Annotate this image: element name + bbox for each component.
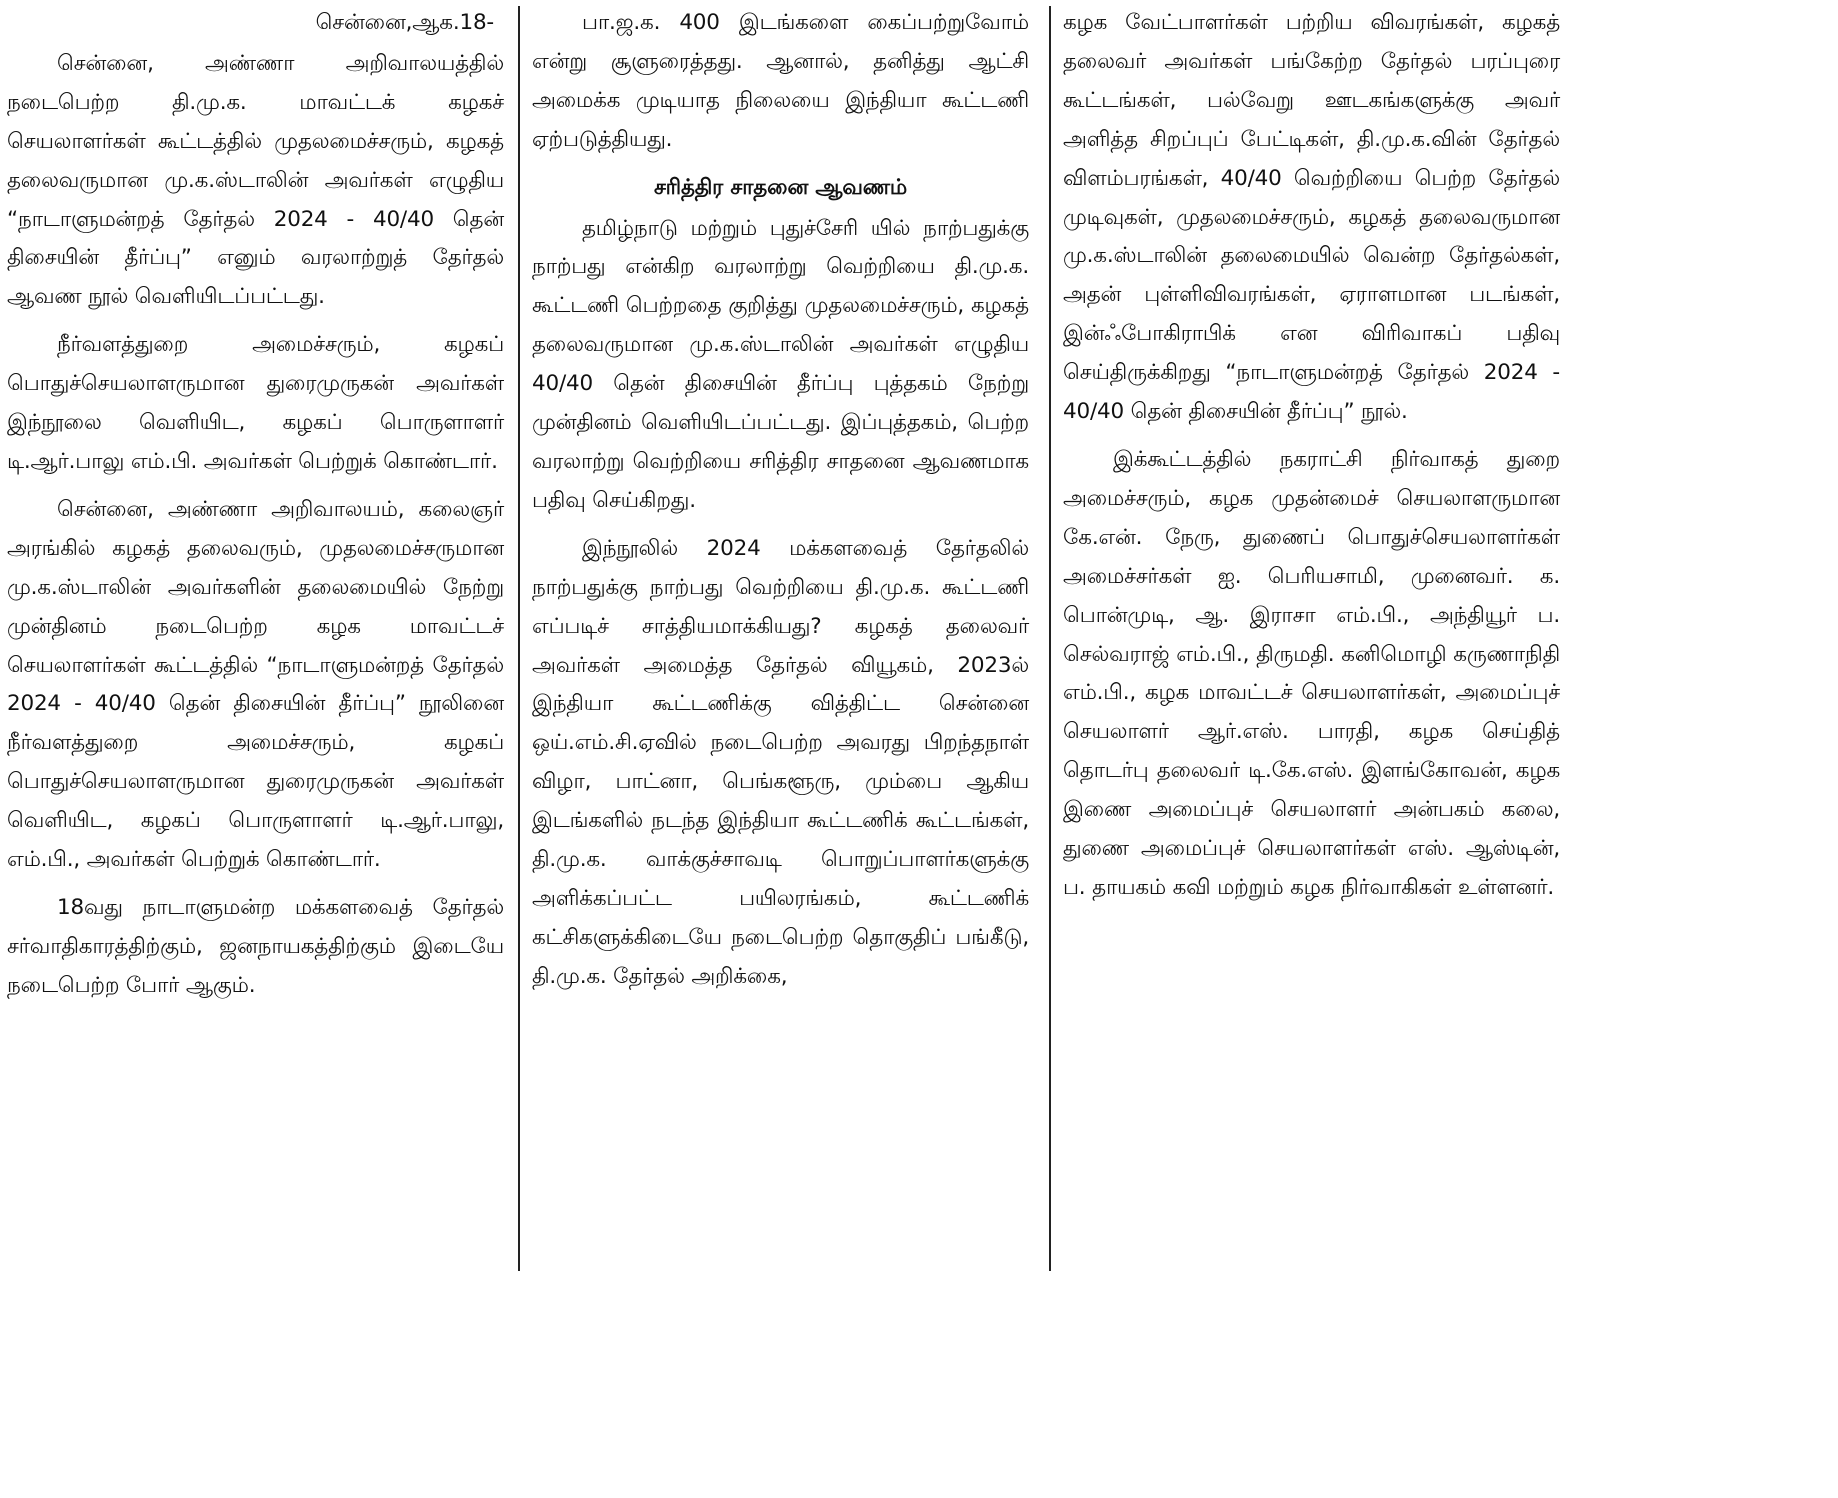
article-column-3 xyxy=(1063,4,1560,917)
paragraph: இக்கூட்டத்தில் நகராட்சி நிர்வாகத் துறை அமைச்சரும், கழக முதன்மைச் செயலாளருமான கே.என். நேரு, துணைப் பொதுச்செயலாளர்கள் அமைச்சர்கள் ஐ. பெரியசாமி, முனைவர். க. பொன்முடி, ஆ. இராசா எம்.பி., அந்தியூர் ப. செல்வராஜ் எம்.பி., திருமதி. கனிமொழி கருணாநிதி எம்.பி., கழக மாவட்டச் செயலாளர்கள், அமைப்புச் செயலாளர் ஆர்.எஸ். பாரதி, கழக செய்தித் தொடர்பு தலைவர் டி.கே.எஸ். இளங்கோவன், கழக இணை அமைப்புச் செயலாளர் அன்பகம் கலை, துணை அமைப்புச் செயலாளர்கள் எஸ். ஆஸ்டின், ப. தாயகம் கவி மற்றும் கழக நிர்வாகிகள் உள்ளனர். xyxy=(1063,446,1560,900)
paragraph: நீர்வளத்துறை அமைச்சரும், கழகப் பொதுச்செயலாளருமான துரைமுருகன் அவர்கள் இந்நூலை வெளியிட, கழகப் பொருளாளர் டி.ஆர்.பாலு எம்.பி. அவர்கள் பெற்றுக் கொண்டார். xyxy=(7,332,504,474)
column-rule xyxy=(518,6,520,1271)
paragraph: சென்னை, அண்ணா அறிவாலயத்தில் நடைபெற்ற தி.மு.க. மாவட்டக் கழகச் செயலாளர்கள் கூட்டத்தில் முதலமைச்சரும், கழகத் தலைவருமான மு.க.ஸ்டாலின் அவர்கள் எழுதிய “நாடாளுமன்றத் தேர்தல் 2024 - 40/40 தென் திசையின் தீர்ப்பு” எனும் வரலாற்றுத் தேர்தல் ஆவண நூல் வெளியிடப்பட்டது. xyxy=(7,50,504,310)
paragraph: சென்னை, அண்ணா அறிவாலயம், கலைஞர் அரங்கில் கழகத் தலைவரும், முதலமைச்சருமான மு.க.ஸ்டாலின் அவர்களின் தலைமையில் நேற்று முன்தினம் நடைபெற்ற கழக மாவட்டச் செயலாளர்கள் கூட்டத்தில் “நாடாளுமன்றத் தேர்தல் 2024 - 40/40 தென் திசையின் தீர்ப்பு” நூலினை நீர்வளத்துறை அமைச்சரும், கழகப் பொதுச்செயலாளருமான துரைமுருகன் அவர்கள் வெளியிட, கழகப் பொருளாளர் டி.ஆர்.பாலு, எம்.பி., அவர்கள் பெற்றுக் கொண்டார். xyxy=(7,496,504,873)
dateline: சென்னை,ஆக.18- xyxy=(315,10,494,35)
paragraph: கழக வேட்பாளர்கள் பற்றிய விவரங்கள், கழகத் தலைவர் அவர்கள் பங்கேற்ற தேர்தல் பரப்புரை கூட்டங்கள், பல்வேறு ஊடகங்களுக்கு அவர் அளித்த சிறப்புப் பேட்டிகள், தி.மு.க.வின் தேர்தல் விளம்பரங்கள், 40/40 வெற்றியை பெற்ற தேர்தல் முடிவுகள், முதலமைச்சரும், கழகத் தலைவருமான மு.க.ஸ்டாலின் தலைமையில் வென்ற தேர்தல்கள், அதன் புள்ளிவிவரங்கள், ஏராளமான படங்கள், இன்ஃபோகிராபிக் என விரிவாகப் பதிவு செய்திருக்கிறது “நாடாளுமன்றத் தேர்தல் 2024 - 40/40 தென் திசையின் தீர்ப்பு” நூல். xyxy=(1063,10,1560,425)
paragraph: தமிழ்நாடு மற்றும் புதுச்சேரி யில் நாற்பதுக்கு நாற்பது என்கிற வரலாற்று வெற்றியை தி.மு.க. கூட்டணி பெற்றதை குறித்து முதலமைச்சரும், கழகத் தலைவருமான மு.க.ஸ்டாலின் அவர்கள் எழுதிய 40/40 தென் திசையின் தீர்ப்பு புத்தகம் நேற்று முன்தினம் வெளியிடப்பட்டது. இப்புத்தகம், பெற்ற வரலாற்று வெற்றியை சரித்திர சாதனை ஆவணமாக பதிவு செய்கிறது. xyxy=(532,215,1029,513)
article-column-1 xyxy=(7,4,504,1015)
paragraph: பா.ஜ.க. 400 இடங்களை கைப்பற்றுவோம் என்று சூளுரைத்தது. ஆனால், தனித்து ஆட்சி அமைக்க முடியாத நிலையை இந்தியா கூட்டணி ஏற்படுத்தியது. xyxy=(532,10,1029,152)
column-rule xyxy=(1049,6,1051,1271)
paragraph: இந்நூலில் 2024 மக்களவைத் தேர்தலில் நாற்பதுக்கு நாற்பது வெற்றியை தி.மு.க. கூட்டணி எப்படிச் சாத்தியமாக்கியது? கழகத் தலைவர் அவர்கள் அமைத்த தேர்தல் வியூகம், 2023ல் இந்தியா கூட்டணிக்கு வித்திட்ட சென்னை ஒய்.எம்.சி.ஏவில் நடைபெற்ற அவரது பிறந்தநாள் விழா, பாட்னா, பெங்களூரு, மும்பை ஆகிய இடங்களில் நடந்த இந்தியா கூட்டணிக் கூட்டங்கள், தி.மு.க. வாக்குச்சாவடி பொறுப்பாளர்களுக்கு அளிக்கப்பட்ட பயிலரங்கம், கூட்டணிக் கட்சிகளுக்கிடையே நடைபெற்ற தொகுதிப் பங்கீடு, தி.மு.க. தேர்தல் அறிக்கை, xyxy=(532,535,1029,989)
subheading: சரித்திர சாதனை ஆவணம் xyxy=(653,174,908,200)
paragraph: 18வது நாடாளுமன்ற மக்களவைத் தேர்தல் சர்வாதிகாரத்திற்கும், ஜனநாயகத்திற்கும் இடையே நடைபெற்ற போர் ஆகும். xyxy=(7,894,504,998)
article-column-2 xyxy=(532,4,1029,1006)
